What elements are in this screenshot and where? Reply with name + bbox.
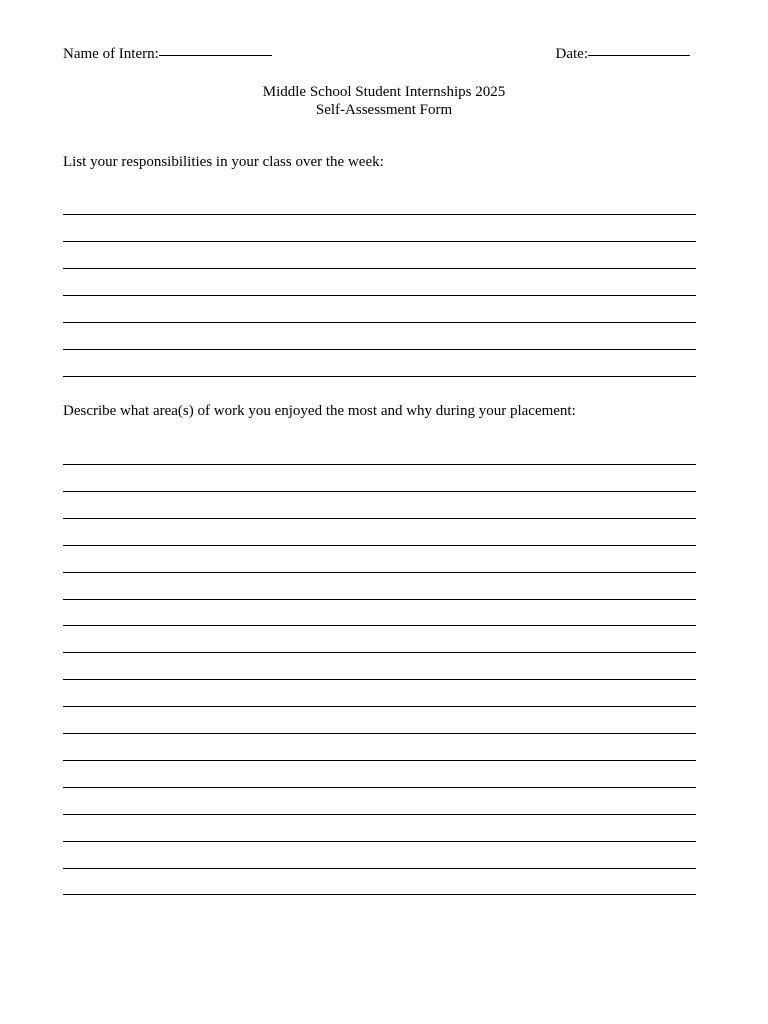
enjoyed-work-answer-line[interactable] — [63, 464, 696, 465]
enjoyed-work-answer-line[interactable] — [63, 814, 696, 815]
header-row — [63, 46, 690, 66]
intern-name-field — [63, 46, 272, 63]
responsibilities-answer-line[interactable] — [63, 268, 696, 269]
enjoyed-work-answer-line[interactable] — [63, 868, 696, 869]
responsibilities-answer-line[interactable] — [63, 295, 696, 296]
enjoyed-work-answer-line[interactable] — [63, 706, 696, 707]
enjoyed-work-answer-line[interactable] — [63, 894, 696, 895]
responsibilities-answer-line[interactable] — [63, 376, 696, 377]
program-title: Middle School Student Internships 2025 — [262, 84, 506, 100]
responsibilities-prompt: List your responsibilities in your class over the week: — [63, 154, 384, 170]
enjoyed-work-prompt: Describe what area(s) of work you enjoyed the most and why during your placement: — [63, 403, 576, 419]
enjoyed-work-answer-line[interactable] — [63, 491, 696, 492]
form-title — [0, 83, 768, 119]
enjoyed-work-answer-line[interactable] — [63, 733, 696, 734]
enjoyed-work-answer-line[interactable] — [63, 545, 696, 546]
enjoyed-work-answer-line[interactable] — [63, 599, 696, 600]
enjoyed-work-answer-line[interactable] — [63, 760, 696, 761]
intern-name-blank[interactable] — [159, 54, 272, 56]
responsibilities-answer-line[interactable] — [63, 349, 696, 350]
responsibilities-answer-line[interactable] — [63, 241, 696, 242]
form-subtitle: Self-Assessment Form — [315, 102, 453, 118]
enjoyed-work-answer-line[interactable] — [63, 787, 696, 788]
date-blank[interactable] — [588, 54, 690, 56]
enjoyed-work-answer-line[interactable] — [63, 679, 696, 680]
enjoyed-work-answer-line[interactable] — [63, 625, 696, 626]
responsibilities-answer-line[interactable] — [63, 214, 696, 215]
enjoyed-work-answer-line[interactable] — [63, 518, 696, 519]
date-field — [556, 46, 690, 63]
enjoyed-work-answer-line[interactable] — [63, 652, 696, 653]
responsibilities-answer-line[interactable] — [63, 322, 696, 323]
enjoyed-work-answer-line[interactable] — [63, 841, 696, 842]
intern-name-label: Name of Intern: — [63, 46, 159, 62]
date-label: Date: — [555, 46, 588, 62]
enjoyed-work-answer-line[interactable] — [63, 572, 696, 573]
